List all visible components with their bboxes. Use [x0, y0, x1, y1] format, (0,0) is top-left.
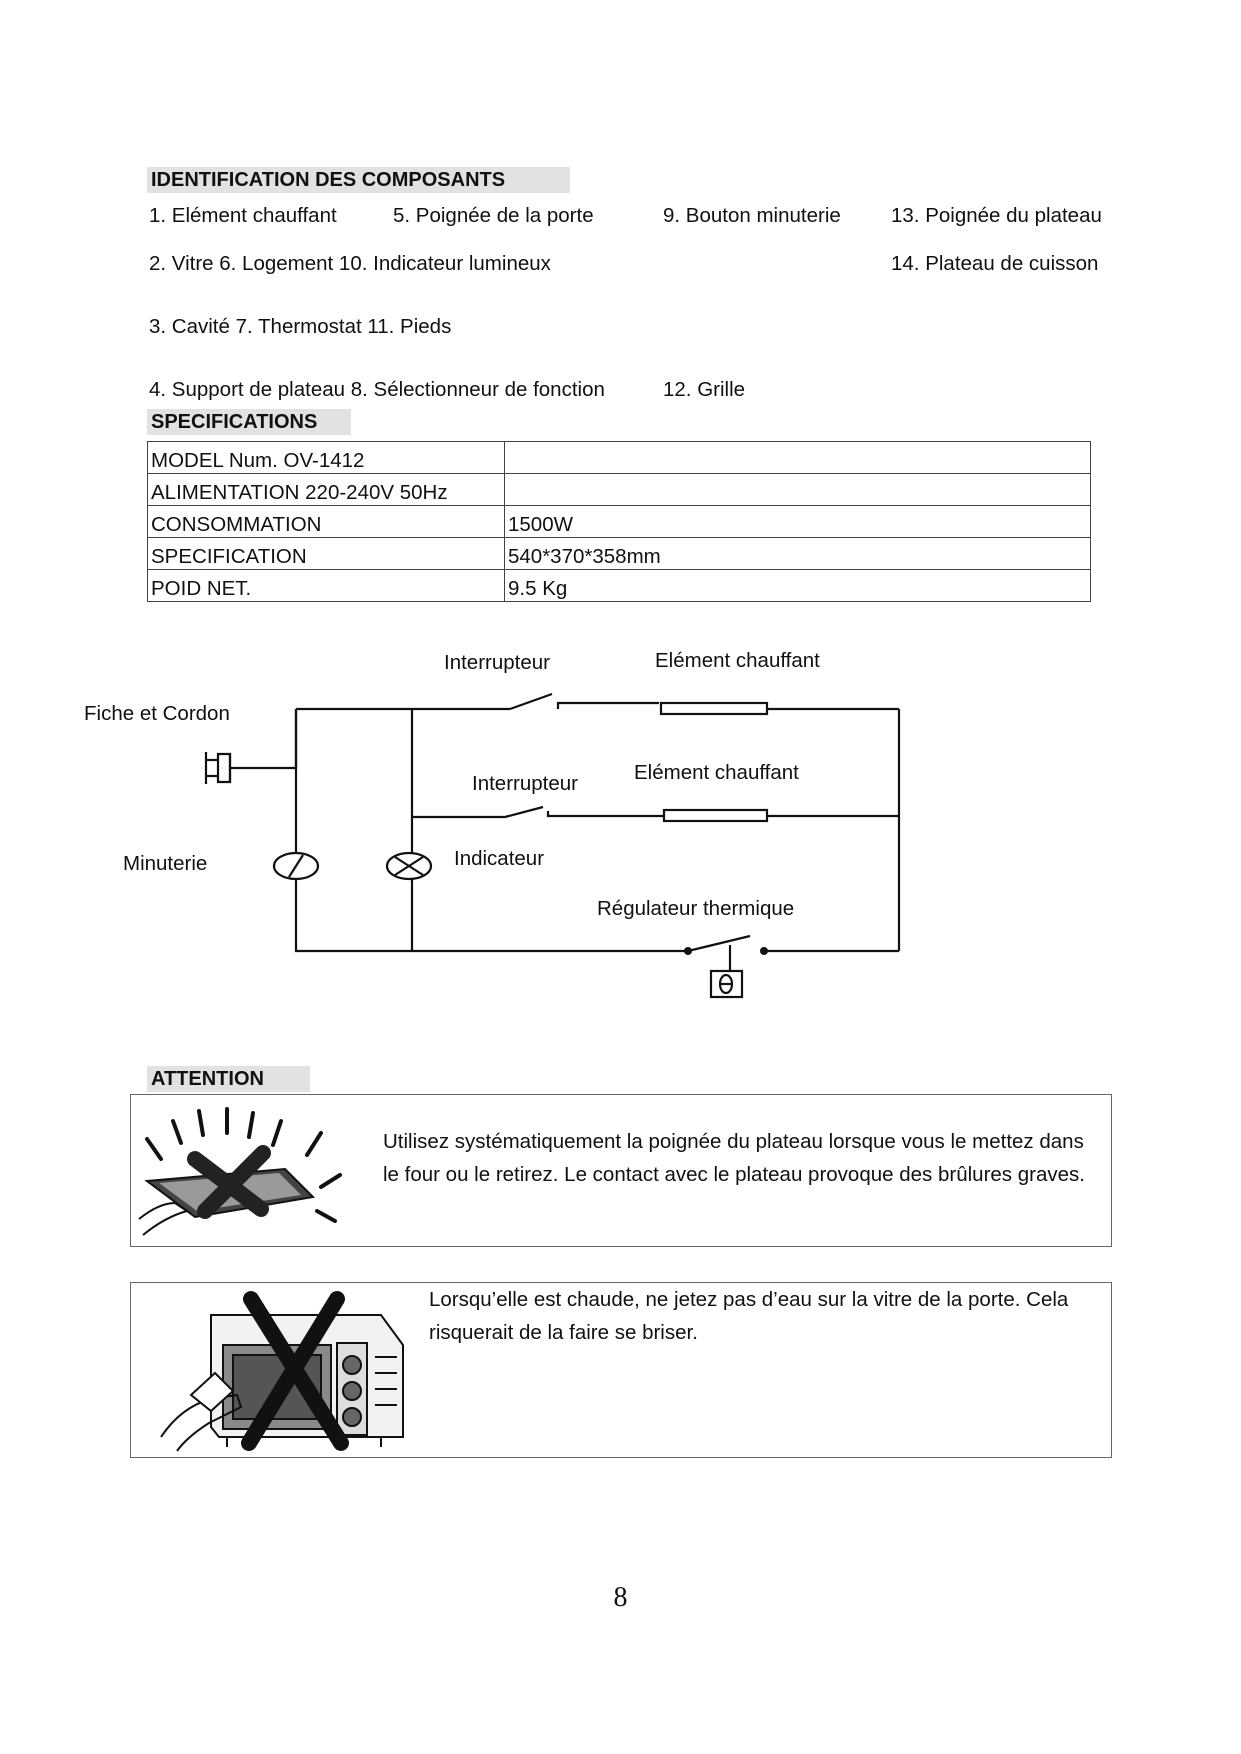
component-item-5: 5. Poignée de la porte: [393, 204, 594, 227]
label-switch-1: Interrupteur: [444, 651, 550, 674]
wire-top: [558, 703, 659, 709]
warning-text-2: Lorsqu’elle est chaude, ne jetez pas d’eau sur la vitre de la porte. Cela risquerait de la faire se briser.: [429, 1288, 1069, 1344]
switch-1-icon: [510, 694, 552, 709]
label-heater-2: Elément chauffant: [634, 761, 799, 784]
plug-icon: [218, 754, 230, 782]
warning-box-1: [130, 1094, 1112, 1247]
component-item-1: 1. Elément chauffant: [149, 204, 337, 227]
heater-1-icon: [661, 703, 767, 714]
spec-label: CONSOMMATION: [148, 506, 505, 538]
wire-plug: [230, 709, 296, 768]
spec-label: ALIMENTATION 220-240V 50Hz: [148, 474, 505, 506]
label-switch-2: Interrupteur: [472, 772, 578, 795]
component-row-3: 3. Cavité 7. Thermostat 11. Pieds: [149, 315, 452, 338]
components-heading: IDENTIFICATION DES COMPOSANTS: [147, 167, 570, 193]
thermostat-switch-icon: [688, 936, 750, 951]
label-timer: Minuterie: [123, 852, 208, 875]
switch-2-icon: [505, 807, 543, 817]
component-item-13: 13. Poignée du plateau: [891, 204, 1102, 227]
hot-tray-warning-icon: [135, 1099, 365, 1244]
label-plug: Fiche et Cordon: [84, 702, 230, 725]
label-heater-1: Elément chauffant: [655, 649, 820, 672]
label-thermostat: Régulateur thermique: [597, 897, 795, 920]
label-indicator: Indicateur: [454, 847, 545, 870]
oven-water-warning-icon: [141, 1287, 421, 1455]
component-row-4: 4. Support de plateau 8. Sélectionneur de fonction: [149, 378, 605, 401]
page-number: 8: [613, 1582, 628, 1613]
spec-label: MODEL Num. OV-1412: [148, 442, 505, 474]
component-row-2: 2. Vitre 6. Logement 10. Indicateur lumineux: [149, 252, 551, 275]
specifications-heading: SPECIFICATIONS: [147, 409, 351, 435]
spec-value: 540*370*358mm: [505, 538, 1091, 570]
wire-middle: [548, 811, 664, 816]
attention-heading: ATTENTION: [147, 1066, 310, 1092]
warning-box-2: [130, 1282, 1112, 1458]
component-item-14: 14. Plateau de cuisson: [891, 252, 1099, 275]
spec-label: POID NET.: [148, 570, 505, 602]
component-item-9: 9. Bouton minuterie: [663, 204, 841, 227]
spec-value: 9.5 Kg: [505, 570, 1091, 602]
heater-2-icon: [664, 810, 767, 821]
warning-text-1: Utilisez systématiquement la poignée du plateau lorsque vous le mettez dans le four ou le retirez. Le contact avec le plateau provoque des brûlures graves.: [383, 1130, 1085, 1186]
component-item-12: 12. Grille: [663, 378, 746, 401]
spec-label: SPECIFICATION: [148, 538, 505, 570]
spec-value: 1500W: [505, 506, 1091, 538]
